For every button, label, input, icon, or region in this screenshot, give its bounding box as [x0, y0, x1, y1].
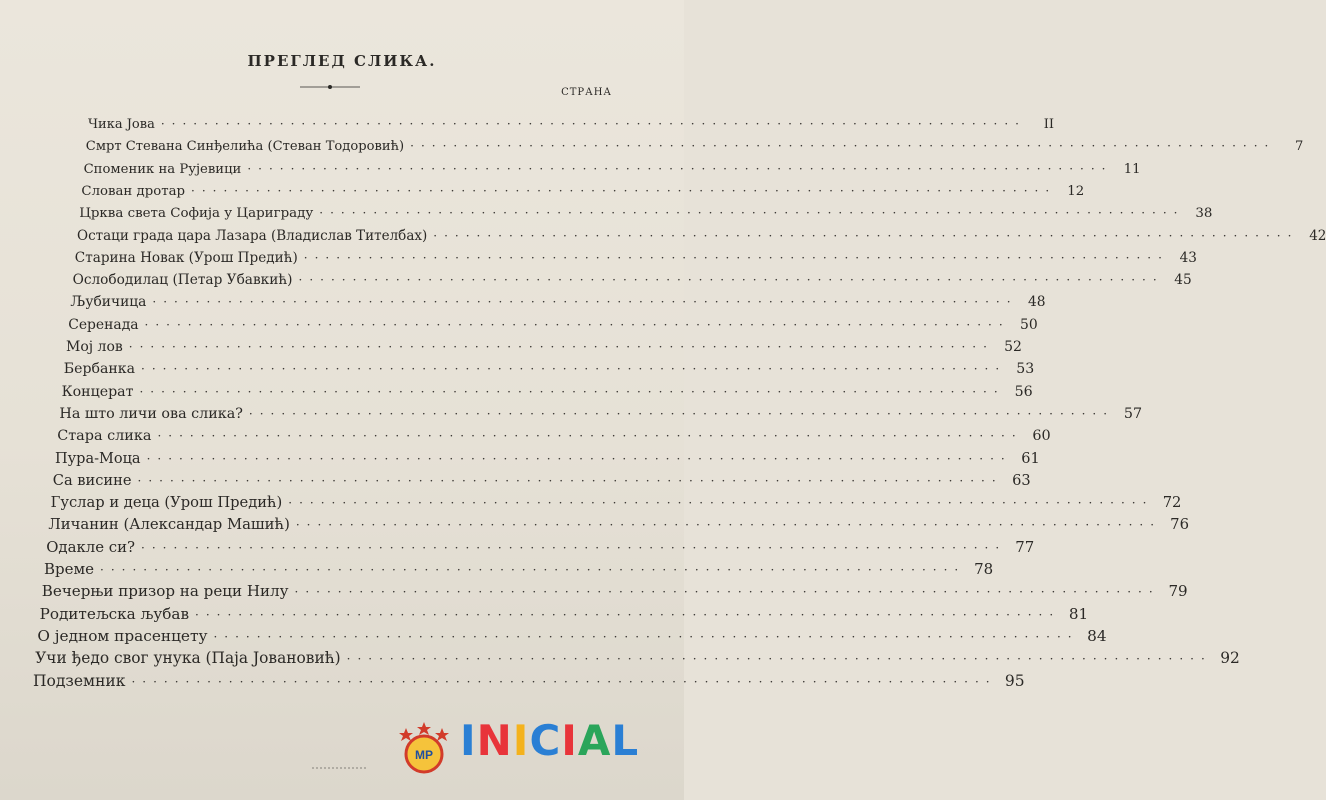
- toc-leader-dots: ················································································: [303, 250, 1169, 265]
- toc-leader-dots: ················································································: [144, 317, 1010, 332]
- toc-entry-title: Пура-Моца: [55, 450, 141, 467]
- toc-leader-dots: ················································································: [152, 295, 1018, 310]
- toc-leader-dots: ················································································: [141, 540, 1007, 555]
- toc-entry-title: Са висине: [52, 471, 132, 489]
- toc-entry-title: Родитељска љубав: [39, 604, 189, 623]
- toc-entry: [59, 398, 1143, 422]
- toc-entry: [74, 242, 1197, 266]
- toc-entry-title: Личанин (Александар Машић): [48, 516, 290, 534]
- toc-entry: [37, 621, 1107, 645]
- toc-entry-title: Остаци града цара Лазара (Владислав Тителбах): [77, 227, 428, 244]
- toc-leader-dots: ················································································: [139, 384, 1005, 399]
- toc-entry: [55, 443, 1040, 467]
- toc-leader-dots: ················································································: [131, 674, 997, 689]
- toc-entry-page: 77: [1015, 537, 1035, 556]
- toc-entry-title: Љубичица: [70, 294, 147, 311]
- toc-entry-page: 84: [1087, 626, 1107, 645]
- toc-entry-title: На што личи ова слика?: [59, 405, 243, 422]
- toc-entry: [66, 331, 1022, 355]
- toc-entry: [72, 264, 1192, 289]
- toc-entry-page: 92: [1220, 649, 1240, 668]
- toc-entry: [46, 532, 1035, 556]
- toc-entry: [83, 153, 1141, 177]
- toc-entry: [68, 309, 1038, 333]
- toc-entry: [48, 509, 1190, 534]
- toc-entry: [81, 175, 1085, 199]
- toc-entry-title: Чика Јова: [88, 117, 155, 132]
- toc-entry-title: Одакле си?: [46, 537, 136, 556]
- toc-leader-dots: ················································································: [213, 629, 1079, 644]
- toc-entry-page: 43: [1179, 249, 1197, 266]
- toc-entry-title: Бербанка: [63, 361, 136, 378]
- toc-entry-title: Концерат: [61, 383, 134, 400]
- toc-entry-title: Слован дротар: [81, 183, 186, 199]
- toc-leader-dots: ················································································: [295, 518, 1162, 533]
- toc-leader-dots: ················································································: [146, 451, 1012, 466]
- toc-entry-page: 72: [1162, 494, 1182, 512]
- page-title: ПРЕГЛЕД СЛИКА.: [247, 52, 437, 70]
- toc-entry: [61, 376, 1033, 400]
- toc-entry: [39, 599, 1089, 623]
- toc-entry-page: 60: [1032, 428, 1051, 445]
- toc-entry-title: Смрт Стевана Синђелића (Стеван Тодоровић): [85, 139, 405, 155]
- toc-entry-page: 53: [1016, 361, 1035, 378]
- toc-entry-title: Црква света Софија у Цариграду: [79, 206, 314, 222]
- toc-entry-title: Старина Новак (Урош Предић): [74, 249, 298, 266]
- toc-entry: [35, 643, 1240, 668]
- toc-entry-title: Серенада: [68, 316, 139, 333]
- toc-entry-title: Учи ђедо свог унука (Паја Јовановић): [35, 649, 341, 668]
- toc-leader-dots: ················································································: [298, 273, 1164, 288]
- svg-text:MP: MP: [415, 748, 433, 762]
- toc-leader-dots: ················································································: [191, 183, 1057, 198]
- toc-entry-page: 63: [1012, 471, 1031, 489]
- toc-entry-page: 48: [1027, 294, 1046, 311]
- toc-entry-page: 79: [1168, 582, 1188, 601]
- toc-entry-title: Време: [44, 560, 95, 578]
- toc-leader-dots: ················································································: [433, 228, 1299, 243]
- toc-leader-dots: ················································································: [410, 139, 1276, 154]
- toc-leader-dots: ················································································: [160, 117, 1026, 131]
- toc-entry-page: 12: [1067, 183, 1085, 199]
- toc-leader-dots: ················································································: [248, 406, 1115, 421]
- toc-entry-page: 52: [1004, 339, 1022, 355]
- toc-entry-page: 76: [1170, 516, 1190, 534]
- toc-leader-dots: ················································································: [195, 607, 1061, 622]
- toc-entry-page: 57: [1123, 405, 1143, 422]
- toc-leader-dots: ················································································: [137, 473, 1003, 488]
- toc-entry: [44, 554, 994, 578]
- toc-entry-page: 56: [1014, 383, 1033, 400]
- toc-entry-title: Подземник: [33, 671, 126, 690]
- toc-leader-dots: ················································································: [294, 585, 1160, 600]
- toc-entry-page: 45: [1174, 272, 1192, 289]
- title-ornament: [300, 84, 360, 90]
- toc-entry-title: Ослободилац (Петар Убавкић): [72, 272, 293, 289]
- toc-entry: [33, 666, 1025, 690]
- toc-leader-dots: ················································································: [157, 429, 1023, 444]
- toc-leader-dots: ················································································: [288, 496, 1154, 511]
- bottom-ornament: [312, 765, 368, 771]
- toc-entry-page: 61: [1021, 450, 1040, 467]
- toc-entry-title: Споменик на Рујевици: [83, 161, 242, 177]
- page-column-header: СТРАНА: [561, 87, 612, 98]
- toc-entry-page: 78: [974, 560, 994, 578]
- toc-entry: [70, 286, 1046, 311]
- toc-entry-page: 38: [1195, 206, 1213, 222]
- toc-entry-title: О једном прасенцету: [37, 626, 208, 645]
- toc-entry: [41, 576, 1188, 601]
- toc-entry-title: Мој лов: [66, 339, 123, 355]
- toc-entry: [77, 220, 1326, 244]
- toc-entry: [88, 108, 1054, 132]
- toc-leader-dots: ················································································: [247, 161, 1113, 176]
- toc-entry: [52, 465, 1031, 489]
- toc-leader-dots: ················································································: [319, 206, 1185, 221]
- toc-entry-page: II: [1043, 117, 1054, 132]
- toc-entry-title: Стара слика: [57, 428, 152, 445]
- toc-entry: [50, 487, 1182, 512]
- toc-entry: [79, 197, 1213, 222]
- toc-entry-page: 81: [1068, 604, 1089, 623]
- toc-entry-title: Вечерњи призор на реци Нилу: [41, 582, 289, 601]
- watermark-logo: [396, 712, 666, 772]
- toc-leader-dots: ················································································: [346, 652, 1212, 667]
- toc-entry-page: 50: [1020, 316, 1038, 333]
- toc-entry-page: 7: [1294, 139, 1304, 155]
- toc-entry-page: 42: [1309, 227, 1326, 244]
- toc-leader-dots: ················································································: [128, 340, 994, 354]
- toc-leader-dots: ················································································: [100, 563, 966, 577]
- toc-entry-page: 95: [1004, 671, 1025, 690]
- toc-leader-dots: ················································································: [141, 362, 1007, 377]
- toc-entry-title: Гуслар и деца (Урош Предић): [50, 494, 283, 512]
- toc-entry: [57, 420, 1051, 445]
- toc-entry: [85, 130, 1304, 155]
- toc-entry-page: 11: [1123, 161, 1141, 177]
- star-badge-icon: [396, 722, 452, 774]
- toc-entry: [63, 353, 1035, 378]
- watermark-text: INICIAL: [460, 716, 640, 765]
